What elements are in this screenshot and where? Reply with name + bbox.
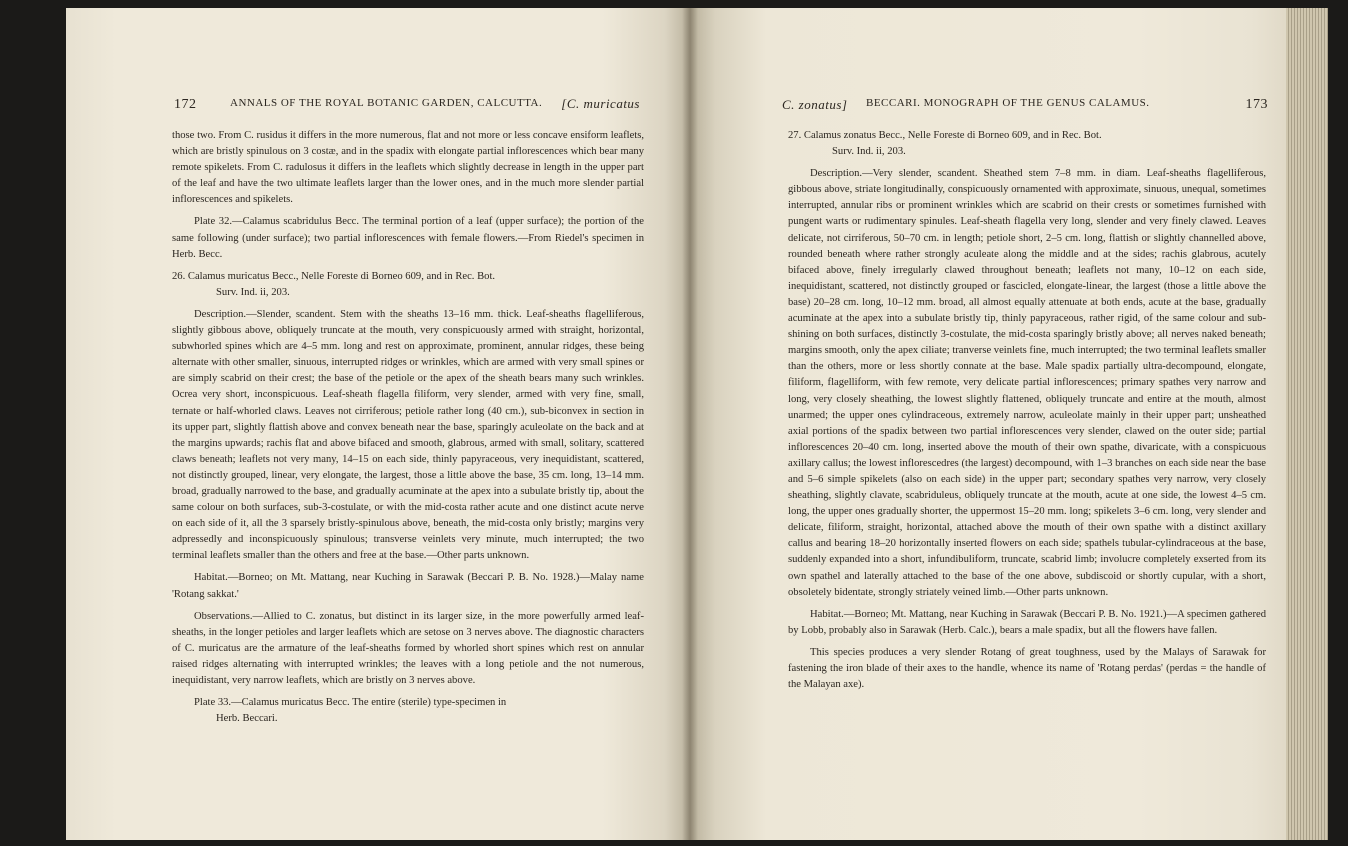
left-page bbox=[66, 8, 690, 840]
species-heading-ref: Surv. Ind. ii, 203. bbox=[216, 286, 290, 298]
left-page-number: 172 bbox=[174, 97, 197, 112]
right-body bbox=[788, 128, 1266, 699]
book-spread bbox=[66, 8, 1328, 840]
page-edges bbox=[1286, 8, 1328, 840]
left-running-species: [C. muricatus bbox=[561, 96, 640, 111]
plate-caption: Plate 33.—Calamus muricatus Becc. The entire (sterile) type-specimen in bbox=[194, 697, 507, 709]
plate-caption-cont: Herb. Beccari. bbox=[216, 713, 278, 725]
right-running-head bbox=[782, 97, 1268, 113]
book-gutter bbox=[682, 8, 698, 840]
paragraph: those two. From C. rusidus it differs in the more numerous, flat and not more or less concave ensiform leaflets, which are bristly spinulous on 3 costæ, and in the spadix with elongate partial inflorescences which bear many remote spikelets. From C. radulosus it differs in the leaflets which slightly decrease in length in the upper part of the leaf and have the two ultimate leaflets larger than the lower ones, and in the much more slender partial inflorescences and spikelets. bbox=[172, 130, 644, 206]
left-running-head bbox=[174, 97, 640, 113]
species-heading: 27. Calamus zonatus Becc., Nelle Foreste di Borneo 609, and in Rec. Bot. bbox=[788, 130, 1102, 141]
paragraph: Plate 32.—Calamus scabridulus Becc. The terminal portion of a leaf (upper surface); the portion of the same following (under surface); two partial inflorescences with female flowers.—From Riedel's specimen in Herb. Becc. bbox=[172, 216, 644, 260]
paragraph: Description.—Very slender, scandent. Sheathed stem 7–8 mm. in diam. Leaf-sheaths flagelliferous, gibbous above, striate longitudinally, conspicuously ornamented with approximate, sinuous, unequal, sometimes interrupted, annular ribs or prominent wrinkles which are scabrid on their crests or sometimes furnished with pungent warts or rudimentary spinules. Leaf-sheath flagella very long, slender and very finely clawed. Leaves delicate, not cirriferous, 50–70 cm. in length; petiole short, 2–5 cm. long, flattish or slightly channelled above, rounded beneath where rather strongly aculeate along the middle and at the sides; rachis glabrous, acutely bifaced above, finely irregularly clawed throughout beneath; leaflets not many, 10–12 on each side, inequidistant, scattered, not distinctly grouped or fascicled, elongate-linear, the largest (those a little above the base) 20–28 cm. long, 10–12 mm. broad, all almost equally attenuate at both ends, acute at the base, gradually acuminate at the apex into a subulate bristly tip, thinly papyraceous, rather rigid, of the same colour and sub-shining on both surfaces, distinctly 3-costulate, the mid-costa sparingly bristly above; all nerves naked beneath; margins smooth, only the apex ciliate; tranverse veinlets fine, much interrupted; the two terminal leaflets smaller than the others, more or less shortly connate at the base. Male spadix partially ultra-decompound, elongate, filiform, flagelliform, with few remote, very delicate partial inflorescences; primary spathes very narrow and long, very closely sheathing, the lowest slightly flattened, obliquely truncate and entire at the mouth, almost unarmed; the upper ones cylindraceous, extremely narrow, aculeolate mainly in their upper part; unsheathed axial portions of the spadix between two partial inflorescences very slender, clawed on the outer side; partial inflorescences 20–40 cm. long, inserted above the mouth of their own spathe, divaricate, with a conspicuous axillary callus; the lowest inflorescedres (the largest) decompound, with 1–3 branches on each side near the base and 5–6 simple spikelets (also on each side) in the upper part; secondary spathes very narrow, very closely sheathing, slightly clavate, scabriduleus, obliquely truncate at the mouth, acute at one side, the lowest 4–5 cm. long, the upper ones gradually shorter, the uppermost 15–20 mm. long; spikelets 3–6 cm. long, very slender and delicate, filiform, straight, horizontal, attached above the mouth of their own spathe with a distinct axillary callus and bearing 18–20 horizontally inserted flowers on each side; spathels tubular-cylindraceous at the base, suddenly expanded into a short, infundibuliform, truncate, scabrid limb; involucre completely exserted from its own spathel and laterally attached to the base of the one above, subdiscoid or shortly cupular, with a short, obsoletely bidentate, strongly striately veined limb.—Other parts unknown. bbox=[788, 168, 1266, 598]
right-running-species: C. zonatus] bbox=[782, 97, 848, 112]
left-running-title: ANNALS OF THE ROYAL BOTANIC GARDEN, CALCUTTA. bbox=[230, 97, 543, 109]
paragraph: Observations.—Allied to C. zonatus, but distinct in its larger size, in the more powerfully armed leaf-sheaths, in the longer petioles and larger leaflets which are setose on 3 nerves above. The diagnostic characters of C. muricatus are the armature of the leaf-sheaths formed by whorled short spines which rest on annular raised ridges alternating with interrupted wrinkles; the leaves with a long petiole and the not numerous, inequidistant, very narrow leaflets, which are bristly on 3 nerves above. bbox=[172, 610, 644, 686]
left-body bbox=[172, 128, 644, 733]
paragraph: Habitat.—Borneo; Mt. Mattang, near Kuching in Sarawak (Beccari P. B. No. 1921.)—A specimen gathered by Lobb, probably also in Sarawak (Herb. Calc.), bears a male spadix, but all the flowers have fallen. bbox=[788, 608, 1266, 636]
paragraph: Description.—Slender, scandent. Stem with the sheaths 13–16 mm. thick. Leaf-sheaths flagelliferous, slightly gibbous above, obliquely truncate at the mouth, very conspicuously armed with straight, horizontal, subwhorled spines which are 4–5 mm. long and rest on approximate, prominent, annular ridges, these being alternate with other smaller, sinuous, interrupted ridges or wrinkles, which are armed with very small spines or are simply scabrid on their crest; the base of the petiole or the apex of the sheath bears many such wrinkles. Ocrea very short, inconspicuous. Leaf-sheath flagella filiform, very slender, armed with very fine, small, ternate or half-whorled claws. Leaves not cirriferous; petiole rather long (40 cm.), sub-biconvex in section in its upper part, slightly flattish above and convex beneath near the base, sparingly aculeolate on the back and at the margins upwards; rachis flat and above bifaced and smooth, glabrous, armed with small, solitary, scattered claws beneath; leaflets not very many, 14–15 on each side, thinly papyraceous, very inequidistant, scattered, not distinctly grouped, linear, very elongate, the largest, those a little above the base, 35 cm. long, 13–14 mm. broad, gradually narrowed to the base, and gradually acuminate at the apex into a subulate bristly tip, about the same colour on both surfaces, sub-3-costulate, or with the mid-costa rather acute and one distinct acute nerve on each side of it, all the 3 sparsely bristly-spinulous above, beneath, the mid-costa only bristly; margins very adpressedly and inconspicuously spinulous; transverse veinlets very minute, much interrupted; the two terminal leaflets smaller than the others and free at the base.—Other parts unknown. bbox=[172, 308, 644, 562]
right-page bbox=[690, 8, 1328, 840]
right-running-title: BECCARI. MONOGRAPH OF THE GENUS CALAMUS. bbox=[866, 97, 1150, 109]
right-page-number: 173 bbox=[1245, 97, 1268, 112]
paragraph: Habitat.—Borneo; on Mt. Mattang, near Kuching in Sarawak (Beccari P. B. No. 1928.)—Malay name 'Rotang sakkat.' bbox=[172, 572, 644, 600]
paragraph: This species produces a very slender Rotang of great toughness, used by the Malays of Sarawak for fastening the iron blade of their axes to the handle, whence its name of 'Rotang perdas' (perdas = the handle of the Malayan axe). bbox=[788, 646, 1266, 691]
species-heading-ref: Surv. Ind. ii, 203. bbox=[832, 146, 906, 158]
species-heading: 26. Calamus muricatus Becc., Nelle Foreste di Borneo 609, and in Rec. Bot. bbox=[172, 270, 496, 282]
